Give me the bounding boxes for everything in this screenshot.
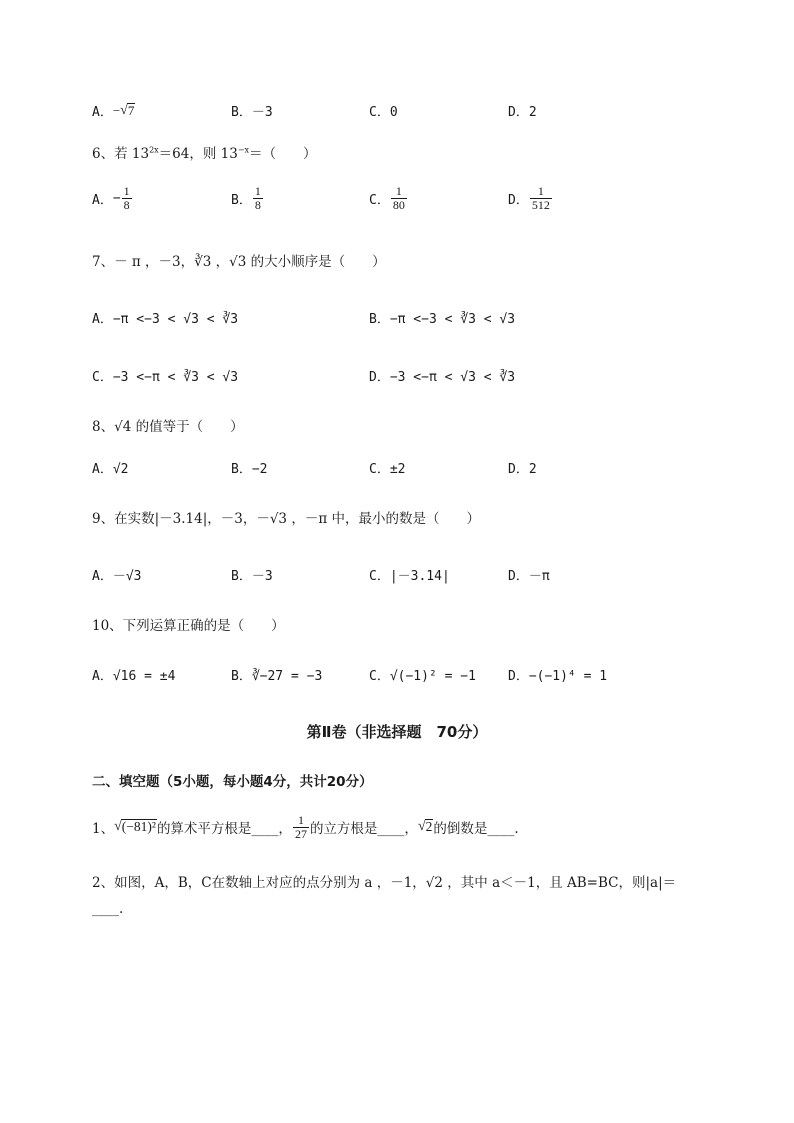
q5-option-d[interactable]: D．2 <box>508 105 537 120</box>
q8-option-c[interactable]: C．±2 <box>369 462 406 477</box>
q9-option-c[interactable]: C．|－3.14| <box>369 569 450 584</box>
q5-option-a[interactable]: A． − √ 7 <box>92 102 135 120</box>
q10-option-c[interactable]: C．√(−1)² = −1 <box>369 669 476 684</box>
q6-option-b[interactable]: B． $\frac{1}{8}$ <box>231 184 261 212</box>
q7-option-d[interactable]: D．−3 <−π < √3 < ∛3 <box>369 370 516 385</box>
q7-option-b[interactable]: B．−π <−3 < ∛3 < √3 <box>369 312 516 327</box>
q7-stem: 7、－ π ，－3，∛3 ，√3 的大小顺序是（ ） <box>92 254 386 270</box>
sqrt-expression: − √ 7 <box>112 102 135 119</box>
q10-stem: 10、下列运算正确的是（ ） <box>92 618 285 634</box>
fraction: $\frac{1}{8}$ <box>123 184 130 212</box>
fraction: $\frac{1}{80}$ <box>392 184 405 212</box>
q8-option-b[interactable]: B．−2 <box>231 462 268 477</box>
fill2-stem-line1: 2、如图，A，B，C在数轴上对应的点分别为 a ，－1，√2 ，其中 a＜－1，且 AB=BC，则|a|＝ <box>92 875 677 891</box>
q5-option-c[interactable]: C．0 <box>369 105 398 120</box>
q9-option-b[interactable]: B．－3 <box>231 569 273 584</box>
part2-title: 第Ⅱ卷（非选择题 70分） <box>306 723 488 741</box>
q10-option-a[interactable]: A．√16 = ±4 <box>92 669 176 684</box>
q10-option-b[interactable]: B．∛−27 = −3 <box>231 669 323 684</box>
q6-option-a[interactable]: A． − $\frac{1}{8}$ <box>92 184 130 212</box>
q9-stem: 9、在实数|－3.14|，－3，－√3 ，－π 中，最小的数是（ ） <box>92 511 480 527</box>
section2-title: 二、填空题（5小题，每小题4分，共计20分） <box>92 774 373 790</box>
fraction: $\frac{1}{27}$ <box>294 813 307 841</box>
sqrt-expression: √ (−81)² <box>114 819 156 835</box>
q8-option-a[interactable]: A．√2 <box>92 462 129 477</box>
fill2-stem-line2: ____. <box>92 901 124 917</box>
sqrt-expression: √ 2 <box>417 819 433 835</box>
q8-option-d[interactable]: D．2 <box>508 462 537 477</box>
q6-stem: 6、若 $13^{2x}=64$，则 $13^{-x}=$（ ） <box>92 145 317 162</box>
q10-option-d[interactable]: D．−(−1)⁴ = 1 <box>508 669 608 684</box>
q8-stem: 8、√4 的值等于（ ） <box>92 419 244 435</box>
fill1-stem: 1、 √ (−81)² 的算术平方根是____， $\frac{1}{27}$ 的立方根是____， √ 2 的倒数是____. <box>92 813 519 841</box>
q6-option-d[interactable]: D． $\frac{1}{512}$ <box>508 184 550 212</box>
q9-option-d[interactable]: D．－π <box>508 569 550 584</box>
fraction: $\frac{1}{512}$ <box>531 184 550 212</box>
q7-option-c[interactable]: C．−3 <−π < ∛3 < √3 <box>92 370 239 385</box>
q6-option-c[interactable]: C． $\frac{1}{80}$ <box>369 184 405 212</box>
q7-option-a[interactable]: A．−π <−3 < √3 < ∛3 <box>92 312 239 327</box>
fraction: $\frac{1}{8}$ <box>254 184 261 212</box>
q5-option-b[interactable]: B．－3 <box>231 105 273 120</box>
q9-option-a[interactable]: A．－√3 <box>92 569 142 584</box>
